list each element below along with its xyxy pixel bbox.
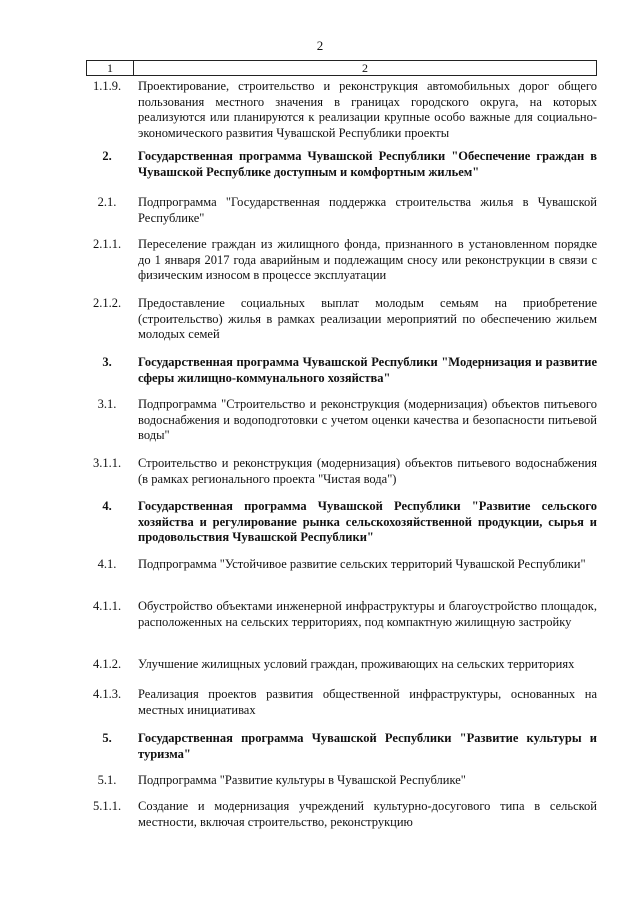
program-table bbox=[86, 60, 597, 829]
table-row bbox=[86, 296, 597, 343]
row-text: Реализация проектов развития общественной инфраструктуры, основанных на местных инициативах bbox=[138, 687, 597, 717]
table-row bbox=[86, 657, 597, 673]
table-row bbox=[86, 557, 597, 573]
table-row bbox=[86, 237, 597, 284]
row-text: Подпрограмма "Строительство и реконструкция (модернизация) объектов питьевого водоснабжения и водоподготовки с учетом оценки качества и безопасности питьевой воды" bbox=[138, 397, 597, 443]
row-text: Подпрограмма "Устойчивое развитие сельских территорий Чувашской Республики" bbox=[138, 557, 586, 571]
row-text: Предоставление социальных выплат молодым семьям на приобретение (строительство) жилья в рамках реализации мероприятий по обеспечению жильем молодых семей bbox=[138, 296, 597, 342]
row-number: 5.1. bbox=[97, 773, 117, 787]
row-text: Подпрограмма "Государственная поддержка строительства жилья в Чувашской Республике" bbox=[138, 195, 597, 225]
table-row bbox=[86, 773, 597, 789]
program-row bbox=[86, 731, 597, 762]
row-number: 4. bbox=[102, 499, 112, 513]
row-number: 2.1.1. bbox=[92, 237, 122, 251]
row-text: Проектирование, строительство и реконструкция автомобильных дорог общего пользования местного значения в границах городского округа, на которых реализуются или планируются к реализации крупные особо важные для социально-экономического развития Чувашской Республики проекты bbox=[138, 79, 597, 140]
row-number: 2.1. bbox=[97, 195, 117, 209]
row-number: 3.1. bbox=[97, 397, 117, 411]
row-text: Переселение граждан из жилищного фонда, признанного в установленном порядке до 1 января 2017 года аварийным и подлежащим сносу или реконструкции в связи с физическим износом в процессе эксплуатации bbox=[138, 237, 597, 283]
row-number: 3.1.1. bbox=[92, 456, 122, 470]
row-number: 4.1. bbox=[97, 557, 117, 571]
row-number: 4.1.1. bbox=[92, 599, 122, 613]
row-number: 1.1.9. bbox=[92, 79, 122, 93]
row-number: 4.1.2. bbox=[92, 657, 122, 671]
table-row bbox=[86, 195, 597, 226]
row-text: Государственная программа Чувашской Республики "Модернизация и развитие сферы жилищно-коммунального хозяйства" bbox=[138, 355, 597, 385]
table-row bbox=[86, 79, 597, 141]
program-row bbox=[86, 355, 597, 386]
table-row bbox=[86, 456, 597, 487]
row-number: 5. bbox=[102, 731, 112, 745]
row-number: 5.1.1. bbox=[92, 799, 122, 813]
row-text: Создание и модернизация учреждений культурно-досугового типа в сельской местности, включая строительство, реконструкцию bbox=[138, 799, 597, 829]
row-number: 2. bbox=[102, 149, 112, 163]
table-row bbox=[86, 599, 597, 630]
header-cell-description: 2 bbox=[362, 61, 368, 75]
table-row bbox=[86, 799, 597, 830]
row-text: Государственная программа Чувашской Республики "Развитие культуры и туризма" bbox=[138, 731, 597, 761]
row-number: 4.1.3. bbox=[92, 687, 122, 701]
row-text: Улучшение жилищных условий граждан, проживающих на сельских территориях bbox=[138, 657, 575, 671]
page-number: 2 bbox=[316, 38, 324, 53]
row-text: Строительство и реконструкция (модернизация) объектов питьевого водоснабжения (в рамках регионального проекта "Чистая вода") bbox=[138, 456, 597, 486]
row-text: Подпрограмма "Развитие культуры в Чувашской Республике" bbox=[138, 773, 466, 787]
table-row bbox=[86, 397, 597, 444]
row-text: Государственная программа Чувашской Республики "Развитие сельского хозяйства и регулирование рынка сельскохозяйственной продукции, сырья и продовольствия Чувашской Республики" bbox=[138, 499, 597, 545]
program-row bbox=[86, 149, 597, 180]
program-row bbox=[86, 499, 597, 546]
row-text: Обустройство объектами инженерной инфраструктуры и благоустройство площадок, расположенных на сельских территориях, под компактную жилищную застройку bbox=[138, 599, 597, 629]
row-number: 2.1.2. bbox=[92, 296, 122, 310]
row-number: 3. bbox=[102, 355, 112, 369]
table-header-row bbox=[86, 60, 597, 76]
row-text: Государственная программа Чувашской Республики "Обеспечение граждан в Чувашской Республике доступным и комфортным жильем" bbox=[138, 149, 597, 179]
table-row bbox=[86, 687, 597, 718]
header-cell-number: 1 bbox=[87, 61, 134, 75]
